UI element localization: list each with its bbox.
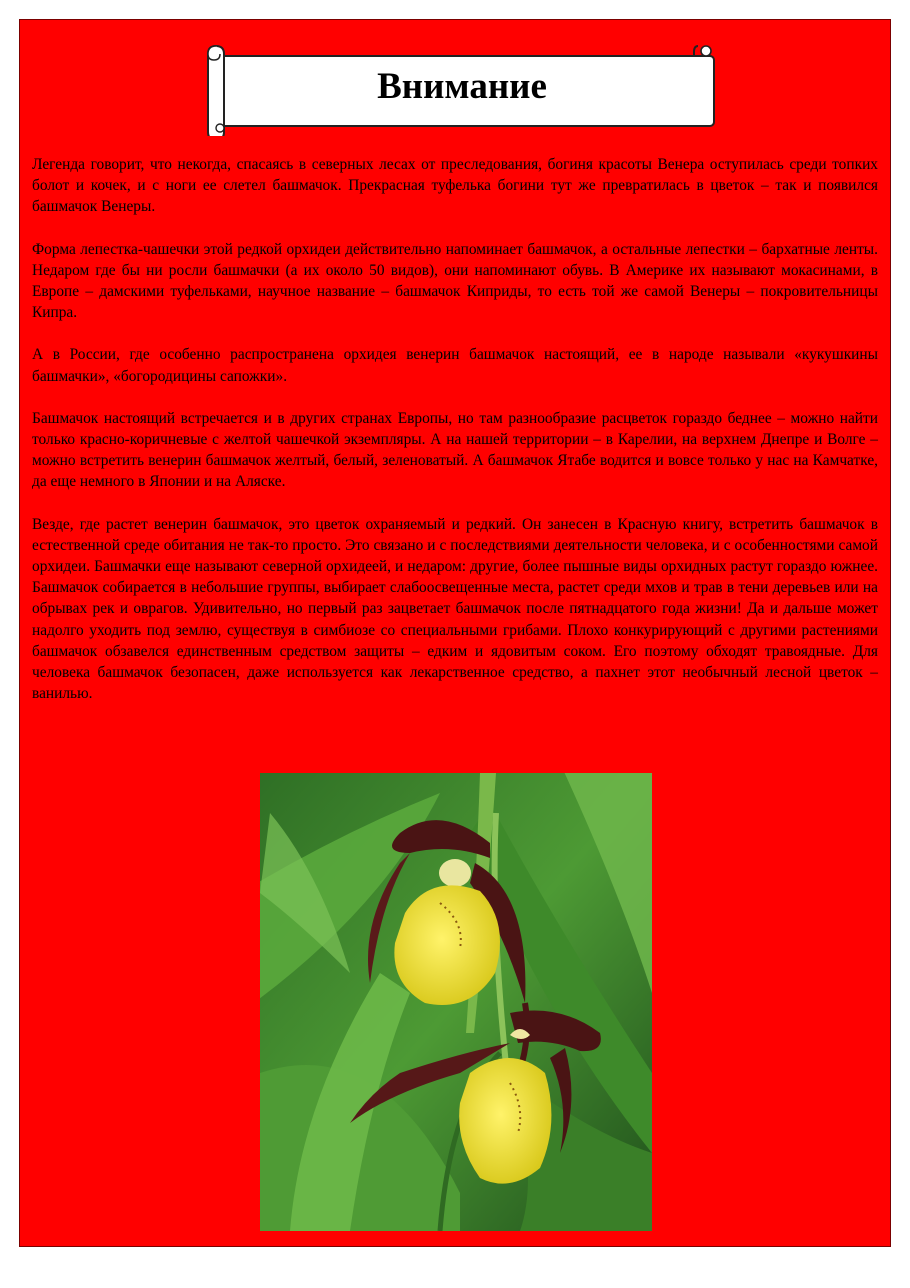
orchid-illustration xyxy=(260,773,652,1231)
paragraph-europe: Башмачок настоящий встречается и в других странах Европы, но там разнообразие расцветок гораздо беднее – можно найти только красно-коричневые с желтой чашечкой экземпляры. А на нашей территории – в Карелии, на верхнем Днепре и Волге – можно встретить венерин башмачок желтый, белый, зеленоватый. А башмачок Ятабе водится и вовсе только у нас на Камчатке, да еще немного в Японии и на Аляске. xyxy=(32,409,878,491)
paragraph-shape: Форма лепестка-чашечки этой редкой орхидеи действительно напоминает башмачок, а остальные лепестки – бархатные ленты. Недаром где бы ни росли башмачки (а их около 50 видов), они напоминают обувь. В Америке их называют мокасинами, в Европе – дамскими туфельками, научное название – башмачок Киприды, то есть той же самой Венеры – покровительницы Кипра. xyxy=(32,240,878,322)
poster xyxy=(19,19,891,1247)
page-title: Внимание xyxy=(377,65,547,107)
title-scroll-banner xyxy=(198,42,720,136)
paragraph-legend: Легенда говорит, что некогда, спасаясь в северных лесах от преследования, богиня красоты Венера оступилась среди топких болот и кочек, и с ноги ее слетел башмачок. Прекрасная туфелька богини тут же превратилась в цветок – так и появился башмачок Венеры. xyxy=(32,156,878,216)
paragraph-protection: Везде, где растет венерин башмачок, это цветок охраняемый и редкий. Он занесен в Красную книгу, встретить башмачок в естественной среде обитания не так-то просто. Это связано и с последствиями деятельности человека, и с особенностями самой орхидеи. Башмачки еще называют северной орхидеей, и недаром: другие, более пышные виды орхидных растут гораздо южнее. Башмачок собирается в небольшие группы, выбирает слабоосвещенные места, растет среди мхов и трав в тени деревьев или на обрывах рек и оврагов. Удивительно, но первый раз зацветает башмачок после пятнадцатого года жизни! Да и дальше может надолго уходить под землю, существуя в симбиозе со специальными грибами. Плохо конкурирующий с другими растениями башмачок обзавелся единственным средством защиты – едким и ядовитым соком. Его поэтому обходят травоядные. Для человека башмачок безопасен, даже используется как лекарственное средство, а пахнет этот необычный лесной цветок – ванилью. xyxy=(32,515,878,703)
article-body xyxy=(32,154,878,725)
paragraph-russia: А в России, где особенно распространена орхидея венерин башмачок настоящий, ее в народе называли «кукушкины башмачки», «богородицины сапожки». xyxy=(32,346,878,385)
orchid-photo xyxy=(260,773,652,1231)
